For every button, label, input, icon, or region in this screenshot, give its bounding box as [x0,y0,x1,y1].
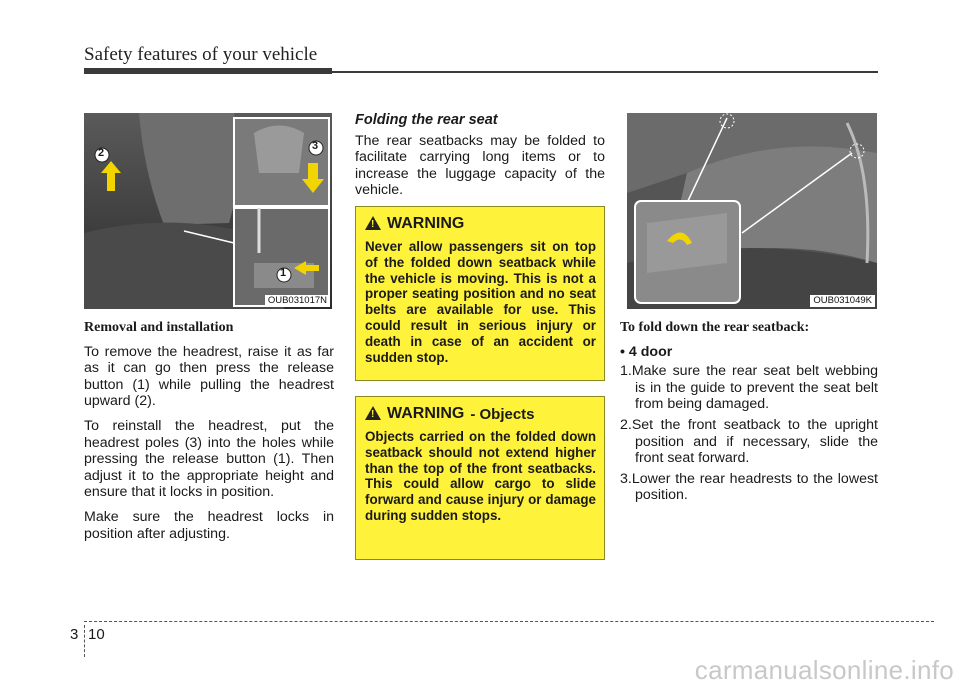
footer-divider [84,625,85,657]
chapter-number: 3 [70,626,79,643]
steps-list [620,363,878,504]
headrest-photo [84,113,332,309]
page-number: 10 [88,626,105,643]
rear-seat-illustration [627,113,877,309]
list-item: 1.Make sure the rear seat belt webbing is in the guide to prevent the seat belt from being damaged. [620,363,878,413]
warning-icon [365,216,381,230]
warning-objects-box [355,396,605,560]
warning-text: Objects carried on the folded down seatback should not extend higher than the top of the front seatbacks. This could allow cargo to slide forward and cause injury or damage during sudden stops. [365,429,596,523]
middle-column [355,112,605,207]
paragraph: The rear seatbacks may be folded to facilitate carrying long items or to increase the luggage capacity of the vehicle. [355,132,605,199]
callout-1: 1 [280,267,287,279]
watermark: carmanualsonline.info [694,655,954,685]
header-rule-thin [332,71,878,73]
fold-heading: To fold down the rear seatback: [620,320,810,335]
paragraph: To remove the headrest, raise it as far as it can go then press the release button (1) while pulling the headrest upward (2). [84,343,334,410]
image-code: OUB031017N [265,295,330,307]
paragraph: Make sure the headrest locks in position after adjusting. [84,508,334,542]
folding-heading: Folding the rear seat [355,112,498,128]
callout-2: 2 [98,147,105,159]
list-item: 3.Lower the rear headrests to the lowest position. [620,470,878,504]
header-rule-thick [84,68,332,74]
right-column [620,312,878,508]
paragraph: To reinstall the headrest, put the headrest poles (3) into the holes while pressing the release button (1). Then adjust it to the appropriate height and ensure that it locks in position. [84,417,334,501]
headrest-illustration [84,113,332,309]
warning-title: WARNING [387,215,465,232]
rear-seat-photo [627,113,877,309]
variant-bullet: • 4 door [620,343,673,360]
footer-rule [84,621,934,622]
warning-title: WARNING [387,405,465,422]
warning-box [355,206,605,381]
list-item: 2.Set the front seatback to the upright position and if necessary, slide the front seat forward. [620,416,878,467]
warning-text: Never allow passengers sit on top of the folded down seatback while the vehicle is moving. This is not a proper seating position and no seat belts are available for use. This could result in serious injury or death in case of an accident or sudden stop. [365,239,596,365]
warning-subtitle: - Objects [470,405,535,423]
image-code: OUB031049K [810,295,875,307]
callout-3: 3 [312,140,319,152]
removal-heading: Removal and installation [84,320,234,335]
section-title: Safety features of your vehicle [84,44,318,65]
warning-icon [365,406,381,420]
left-column [84,312,334,550]
